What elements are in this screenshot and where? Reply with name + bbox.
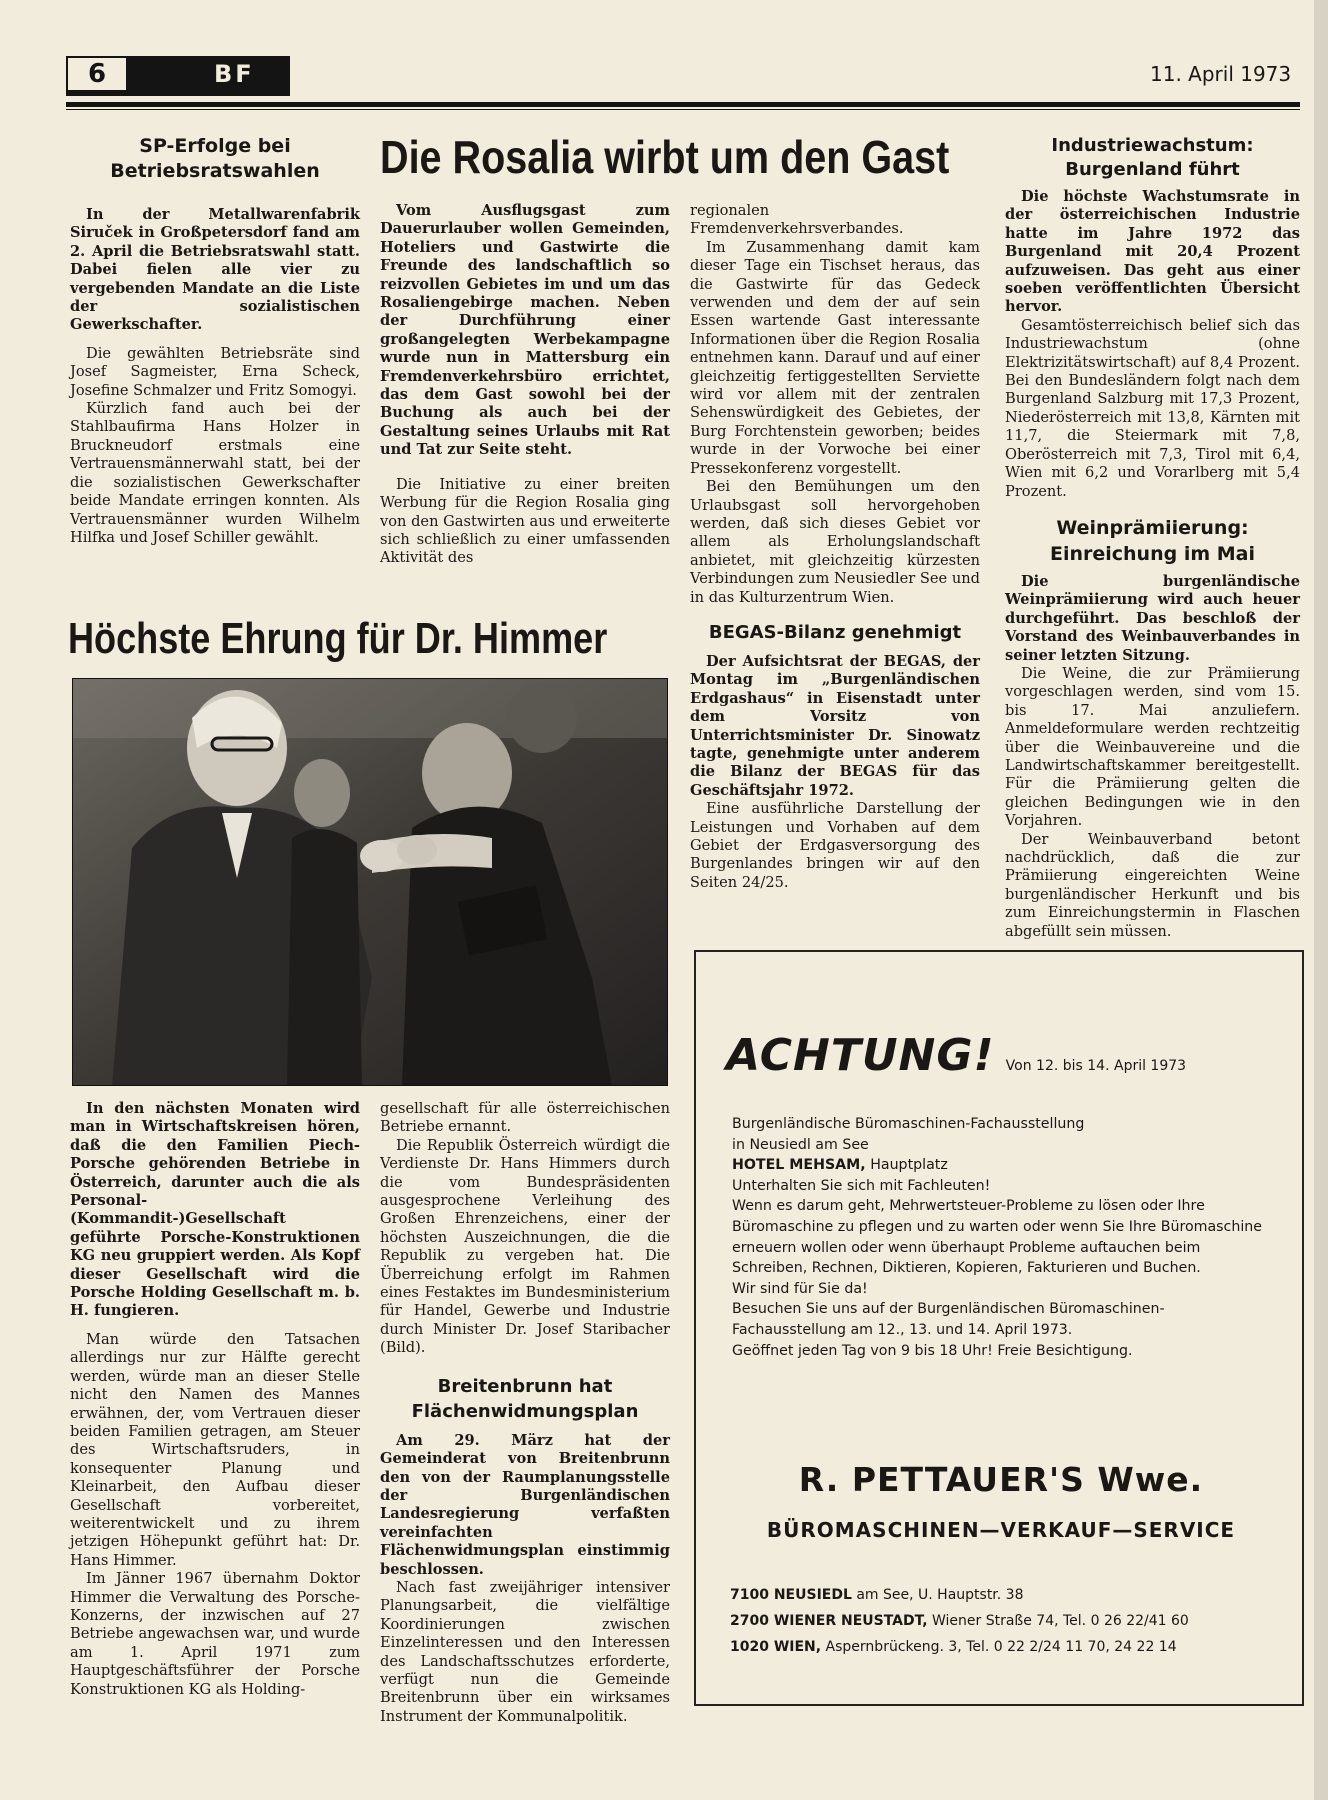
body-paragraph: Die Initiative zu einer breiten Werbung für die Region Rosalia ging von den Gastwirten aus und erweiterte sich schließlich zu einer umfassenden Aktivität des [380,475,670,567]
headline-rosalia: Die Rosalia wirbt um den Gast [380,131,950,183]
ad-line: Wenn es darum geht, Mehrwertsteuer-Probleme zu lösen oder Ihre Büromaschine zu pflegen und zu warten oder wenn Sie Ihre Büromaschine erneuern wollen oder wenn überhaupt Probleme auftauchen beim Schreiben, Rechnen, Diktieren, Kopieren, Fakturieren und Buchen. [732,1198,1263,1277]
lead-paragraph: In der Metallwarenfabrik Siruček in Großpetersdorf fand am 2. April die Betriebsratswahl statt. Dabei fielen alle vier zu vergebenden Mandate an die Liste der sozialistischen Gewerkschafter. [70,206,360,334]
body-paragraph: Gesamtösterreichisch belief sich das Industriewachstum (ohne Elektrizitätswirtschaft) auf 8,4 Prozent. Bei den Bundesländern folgt nach dem Burgenland Salzburg mit 17,3 Prozent, Niederösterreich mit 13,8, Kärnten mit 11,7, die Steiermark mit 7,8, Oberösterreich mit 7,3, Tirol mit 6,4, Wien mit 6,2 und Vorarlberg mit 5,4 Prozent. [1005,316,1300,500]
lead-paragraph: Die burgenländische Weinprämiierung wird auch heuer durchgeführt. Das beschloß der Vorstand des Weinbauverbandes in seiner letzten Sitzung. [1005,572,1300,664]
headline-himmer: Höchste Ehrung für Dr. Himmer [68,614,608,663]
advertisement-pettauer [694,950,1304,1706]
ad-line: in Neusiedl am See [732,1136,869,1153]
headline-line: Betriebsratswahlen [110,160,320,182]
ad-line [732,1155,1272,1176]
body-paragraph: gesellschaft für alle österreichischen Betriebe ernannt. [380,1100,670,1136]
ad-line: Besuchen Sie uns auf der Burgenländischen Büromaschinen-Fachausstellung am 12., 13. und 14. April 1973. [732,1301,1165,1338]
body-paragraph: Im Jänner 1967 übernahm Doktor Himmer die Verwaltung des Porsche-Konzerns, der inzwischen auf 27 Betriebe angewachsen war, und wurde am 1. April 1971 zum Hauptgeschäftsführer der Porsche Konstruktionen KG als Holding- [70,1570,360,1698]
body-paragraph: Der Weinbauverband betont nachdrücklich, daß die zur Prämiierung eingereichten Weine burgenländischer Herkunft und bis zum Einreichungstermin in Flaschen abgefüllt sein müssen. [1005,830,1300,940]
article-sp-erfolge [70,134,360,547]
ad-line: Wir sind für Sie da! [732,1280,868,1297]
ad-headline-row [726,1030,1186,1081]
headline-line: Breitenbrunn hat [437,1375,613,1397]
headline-line: Einreichung im Mai [1049,542,1255,565]
ad-service-line: BÜROMASCHINEN—VERKAUF—SERVICE [766,1518,1236,1542]
section-label: BF [214,60,255,88]
headline-begas: BEGAS-Bilanz genehmigt [708,621,962,643]
lead-paragraph: Der Aufsichtsrat der BEGAS, der Montag im „Burgenländischen Erdgashaus“ in Eisenstadt unter dem Vorsitz von Unterrichtsminister Dr. Sinowatz tagte, genehmigte unter anderem die Bilanz der BEGAS für das Geschäftsjahr 1972. [690,652,980,799]
headline-line: Industriewachstum: [1051,135,1254,156]
body-paragraph: Nach fast zweijähriger intensiver Planungsarbeit, die vielfältige Koordinierungen zwischen Einzelinteressen und den Interessen des Landschaftsschutzes erforderte, verfügt nun die Gemeinde Breitenbrunn über ein wirksames Instrument der Kommunalpolitik. [380,1578,670,1725]
body-paragraph: Bei den Bemühungen um den Urlaubsgast soll hervorgehoben werden, daß sich dieses Gebiet vor allem als Erholungslandschaft anbietet, mit gleichzeitig kürzesten Verbindungen zum Neusiedler See und in das Kulturzentrum Wien. [690,478,980,606]
ad-line: Unterhalten Sie sich mit Fachleuten! [732,1177,991,1194]
photo-illustration [72,678,668,1086]
article-himmer-col2 [380,1100,670,1726]
body-paragraph: Eine ausführliche Darstellung der Leistungen und Vorhaben auf dem Gebiet der Erdgasversorgung des Burgenlandes bringen wir auf den Seiten 24/25. [690,800,980,891]
lead-paragraph: In den nächsten Monaten wird man in Wirtschaftskreisen hören, daß die den Familien Piech-Porsche gehörenden Betriebe in Österreich, darunter auch die als Personal-(Kommandit-)Gesellschaft geführte Porsche-Konstruktionen KG neu gruppiert werden. Als Kopf dieser Gesellschaft wird die Porsche Holding Gesellschaft m. b. H. fungieren. [70,1100,360,1320]
headline-himmer-wrap [68,612,688,670]
ad-company: R. PETTAUER'S Wwe. [798,1460,1204,1499]
ad-address [730,1634,1290,1660]
article-himmer-col1 [70,1100,360,1699]
headline-sp-erfolge [70,134,360,184]
body-paragraph: regionalen Fremdenverkehrsverbandes. [690,202,904,238]
headline-breitenbrunn [380,1374,670,1424]
ad-address [730,1608,1290,1634]
header-rule [66,102,1300,107]
headline-line: Flächenwidmungsplan [411,1400,639,1422]
page-number: 6 [68,58,126,90]
ad-address-detail: Aspernbrückeng. 3, Tel. 0 22 2/24 11 70, 24 22 14 [825,1639,1177,1655]
page-edge [1314,0,1328,1800]
body-paragraph: Kürzlich fand auch bei der Stahlbaufirma Hans Holzer in Bruckneudorf erstmals eine Vertrauensmännerwahl statt, bei der die sozialistischen Gewerkschafter beide Mandate erringen konnten. Als Vertrauensmänner wurden Wilhelm Hilfka und Josef Schiller gewählt. [70,400,360,546]
ad-address [730,1582,1290,1608]
ad-address-detail: am See, U. Hauptstr. 38 [856,1587,1024,1603]
article-rosalia-col2 [690,202,980,892]
headline-rosalia-wrap [380,130,1000,190]
ad-addresses [730,1582,1290,1660]
photo-award-handshake [72,678,668,1086]
body-paragraph: Man würde den Tatsachen allerdings nur zur Hälfte gerecht werden, würde man an dieser Stelle nicht den Namen des Mannes erwähnen, der, vom Vertrauen dieser beiden Familien getragen, am Steuer des Wirtschaftsruders, in konsequenter Planung und Kleinarbeit, den Aufbau dieser Gesellschaft vorbereitet, weiterentwickelt und zu ihrem jetzigen Höhepunkt geführt hat: Dr. Hans Himmer. [70,1330,360,1569]
body-paragraph: Die gewählten Betriebsräte sind Josef Sagmeister, Erna Scheck, Josefine Schmalzer und Fritz Somogyi. [70,344,360,399]
ad-address-city: 2700 WIENER NEUSTADT, [730,1613,928,1629]
lead-paragraph: Am 29. März hat der Gemeinderat von Breitenbrunn den von der Raumplanungsstelle der Burgenländischen Landesregierung verfaßten vereinfachten Flächenwidmungsplan einstimmig beschlossen. [380,1431,670,1578]
ad-address-city: 7100 NEUSIEDL [730,1587,852,1603]
headline-line: Burgenland führt [1065,159,1240,180]
article-industrie [1005,134,1300,941]
body-paragraph: Im Zusammenhang damit kam dieser Tage ein Tischset heraus, das die Gastwirte für das Gedeck verwenden und dem der auf sein Essen wartende Gast interessante Informationen über die Region Rosalia entnehmen kann. Darauf und auf einer gleichzeitig fertiggestellten Serviette wird vor allem mit der zentralen Sehenswürdigkeit des Gebietes, der Burg Forchtenstein geworben; beides wurde in der Vorwoche bei einer Pressekonferenz vorgestellt. [690,238,980,477]
headline-industrie [1005,134,1300,182]
ad-headline: ACHTUNG! [726,1030,995,1081]
lead-paragraph: Vom Ausflugsgast zum Dauerurlauber wollen Gemeinden, Hoteliers und Gastwirte die Freunde des landschaftlich so reizvollen Gebietes im und um das Rosaliengebirge machen. Neben der Durchführung einer großangelegten Werbekampagne wurde nun in Mattersburg ein Fremdenverkehrsbüro errichtet, das dem Gast sowohl bei der Buchung als auch bei der Gestaltung seines Urlaubs mit Rat und Tat zur Seite steht. [380,202,670,459]
ad-address-detail: Wiener Straße 74, Tel. 0 26 22/41 60 [931,1613,1189,1629]
ad-line: Burgenländische Büromaschinen-Fachausstellung [732,1116,1085,1132]
headline-line: SP-Erfolge bei [139,135,291,157]
header-rule-thin [66,109,1300,110]
lead-paragraph: Die höchste Wachstumsrate in der österreichischen Industrie hatte im Jahre 1972 das Burgenland mit 20,4 Prozent aufzuweisen. Das geht aus einer soeben veröffentlichten Übersicht hervor. [1005,188,1300,316]
issue-date: 11. April 1973 [1150,62,1292,86]
article-rosalia-col1 [380,202,670,568]
ad-body [732,1114,1272,1361]
ad-address-city: 1020 WIEN, [730,1639,822,1655]
headline-wein [1005,515,1300,567]
ad-dates: Von 12. bis 14. April 1973 [1005,1058,1187,1074]
ad-hotel-address: Hauptplatz [870,1157,948,1174]
ad-hotel: HOTEL MEHSAM, [732,1157,866,1174]
ad-line: Geöffnet jeden Tag von 9 bis 18 Uhr! Freie Besichtigung. [732,1342,1133,1359]
body-paragraph: Die Republik Österreich würdigt die Verdienste Dr. Hans Himmers durch die vom Bundespräsidenten ausgesprochene Verleihung des Großen Ehrenzeichens, einer der höchsten Auszeichnungen, die die Republik zu vergeben hat. Die Überreichung erfolgt im Rahmen eines Festaktes im Bundesministerium für Handel, Gewerbe und Industrie durch Minister Dr. Josef Staribacher (Bild). [380,1136,670,1357]
body-paragraph: Die Weine, die zur Prämiierung vorgeschlagen werden, sind vom 15. bis 17. Mai anzuliefern. Anmeldeformulare werden rechtzeitig über die Weinbauvereine und die Landwirtschaftskammer bereitgestellt. Für die Prämiierung gelten die gleichen Bedingungen wie in den Vorjahren. [1005,664,1300,830]
headline-line: Weinprämiierung: [1056,516,1249,539]
